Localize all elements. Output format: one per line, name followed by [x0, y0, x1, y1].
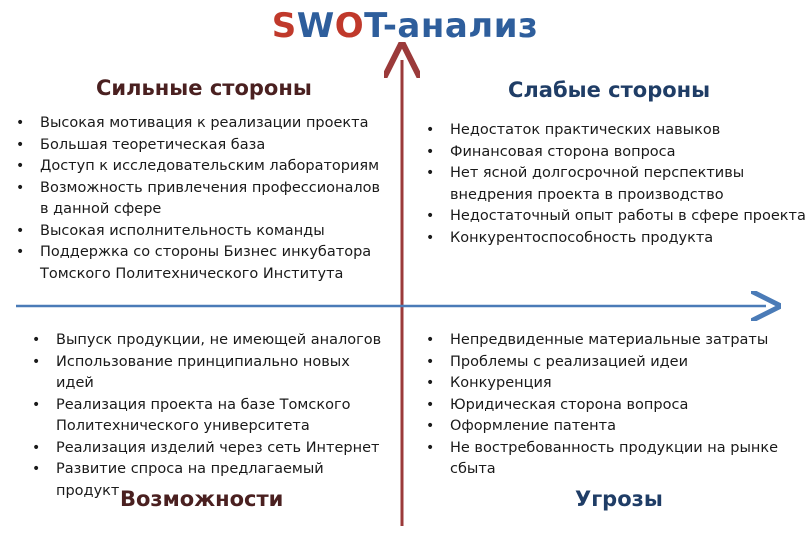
- title-rest: -анализ: [382, 6, 539, 46]
- threats-heading: Угрозы: [575, 487, 663, 511]
- bullet-icon: •: [32, 332, 41, 348]
- bullet-icon: •: [32, 353, 41, 370]
- list-item: • Проблемы с реализацией идеи: [424, 352, 810, 374]
- list-item: • Юридическая сторона вопроса: [424, 395, 810, 417]
- list-item: • Развитие спроса на предлагаемый продукт: [32, 461, 324, 499]
- list-item: • Недостаточный опыт работы в сфере проекта: [424, 206, 810, 228]
- bullet-icon: •: [16, 158, 25, 174]
- list-item: • Конкуренция: [424, 373, 810, 395]
- opportunities-list: [30, 330, 390, 502]
- strengths-list: [14, 113, 386, 285]
- list-item: • Непредвиденные материальные затраты: [424, 330, 810, 352]
- list-item: • Недостаток практических навыков: [424, 120, 810, 142]
- bullet-icon: •: [426, 122, 435, 138]
- bullet-icon: •: [426, 396, 435, 413]
- bullet-icon: •: [16, 136, 25, 153]
- strengths-heading: Сильные стороны: [96, 76, 312, 100]
- list-item: • Доступ к исследовательским лабораториям: [14, 156, 386, 178]
- list-item: • Нет ясной долгосрочной перспективы внедрения проекта в производство: [426, 165, 745, 203]
- bullet-icon: •: [426, 229, 435, 246]
- list-item: • Не востребованность продукции на рынке сбыта: [426, 439, 779, 477]
- bullet-icon: •: [426, 418, 435, 434]
- bullet-icon: •: [426, 165, 435, 181]
- list-item: • Реализация проекта на базе Томского Политехнического университета: [32, 396, 351, 434]
- bullet-icon: •: [426, 353, 435, 370]
- bullet-icon: •: [32, 396, 41, 413]
- title-letter-s: S: [271, 6, 297, 46]
- bullet-icon: •: [16, 115, 25, 131]
- threats-list: [424, 330, 810, 481]
- bullet-icon: •: [426, 375, 435, 391]
- bullet-icon: •: [32, 439, 41, 456]
- title-letter-o: O: [334, 6, 365, 46]
- list-item: • Возможность привлечения профессионалов в данной сфере: [16, 179, 381, 217]
- bullet-icon: •: [16, 244, 25, 260]
- list-item: • Выпуск продукции, не имеющей аналогов: [30, 330, 390, 352]
- list-item: • Высокая исполнительность команды: [14, 221, 386, 243]
- opportunities-heading: Возможности: [120, 487, 284, 511]
- bullet-icon: •: [426, 208, 435, 224]
- list-item: • Высокая мотивация к реализации проекта: [14, 113, 386, 135]
- list-item: • Большая теоретическая база: [14, 135, 386, 157]
- weaknesses-heading: Слабые стороны: [508, 78, 711, 102]
- bullet-icon: •: [426, 332, 435, 348]
- bullet-icon: •: [426, 439, 435, 456]
- list-item: • Финансовая сторона вопроса: [424, 142, 810, 164]
- list-item: • Оформление патента: [424, 416, 810, 438]
- bullet-icon: •: [426, 143, 435, 160]
- list-item: • Поддержка со стороны Бизнес инкубатора Томского Политехнического Института: [16, 244, 372, 282]
- list-item: • Реализация изделий через сеть Интернет: [30, 438, 390, 460]
- weaknesses-list: [424, 120, 810, 249]
- list-item: • Конкурентоспособность продукта: [424, 228, 810, 250]
- list-item: • Использование принципиально новых идей: [32, 353, 350, 391]
- bullet-icon: •: [16, 179, 25, 196]
- bullet-icon: •: [32, 461, 41, 477]
- bullet-icon: •: [16, 222, 25, 239]
- title-letter-t: T: [364, 6, 383, 46]
- title-letter-w: W: [296, 6, 335, 46]
